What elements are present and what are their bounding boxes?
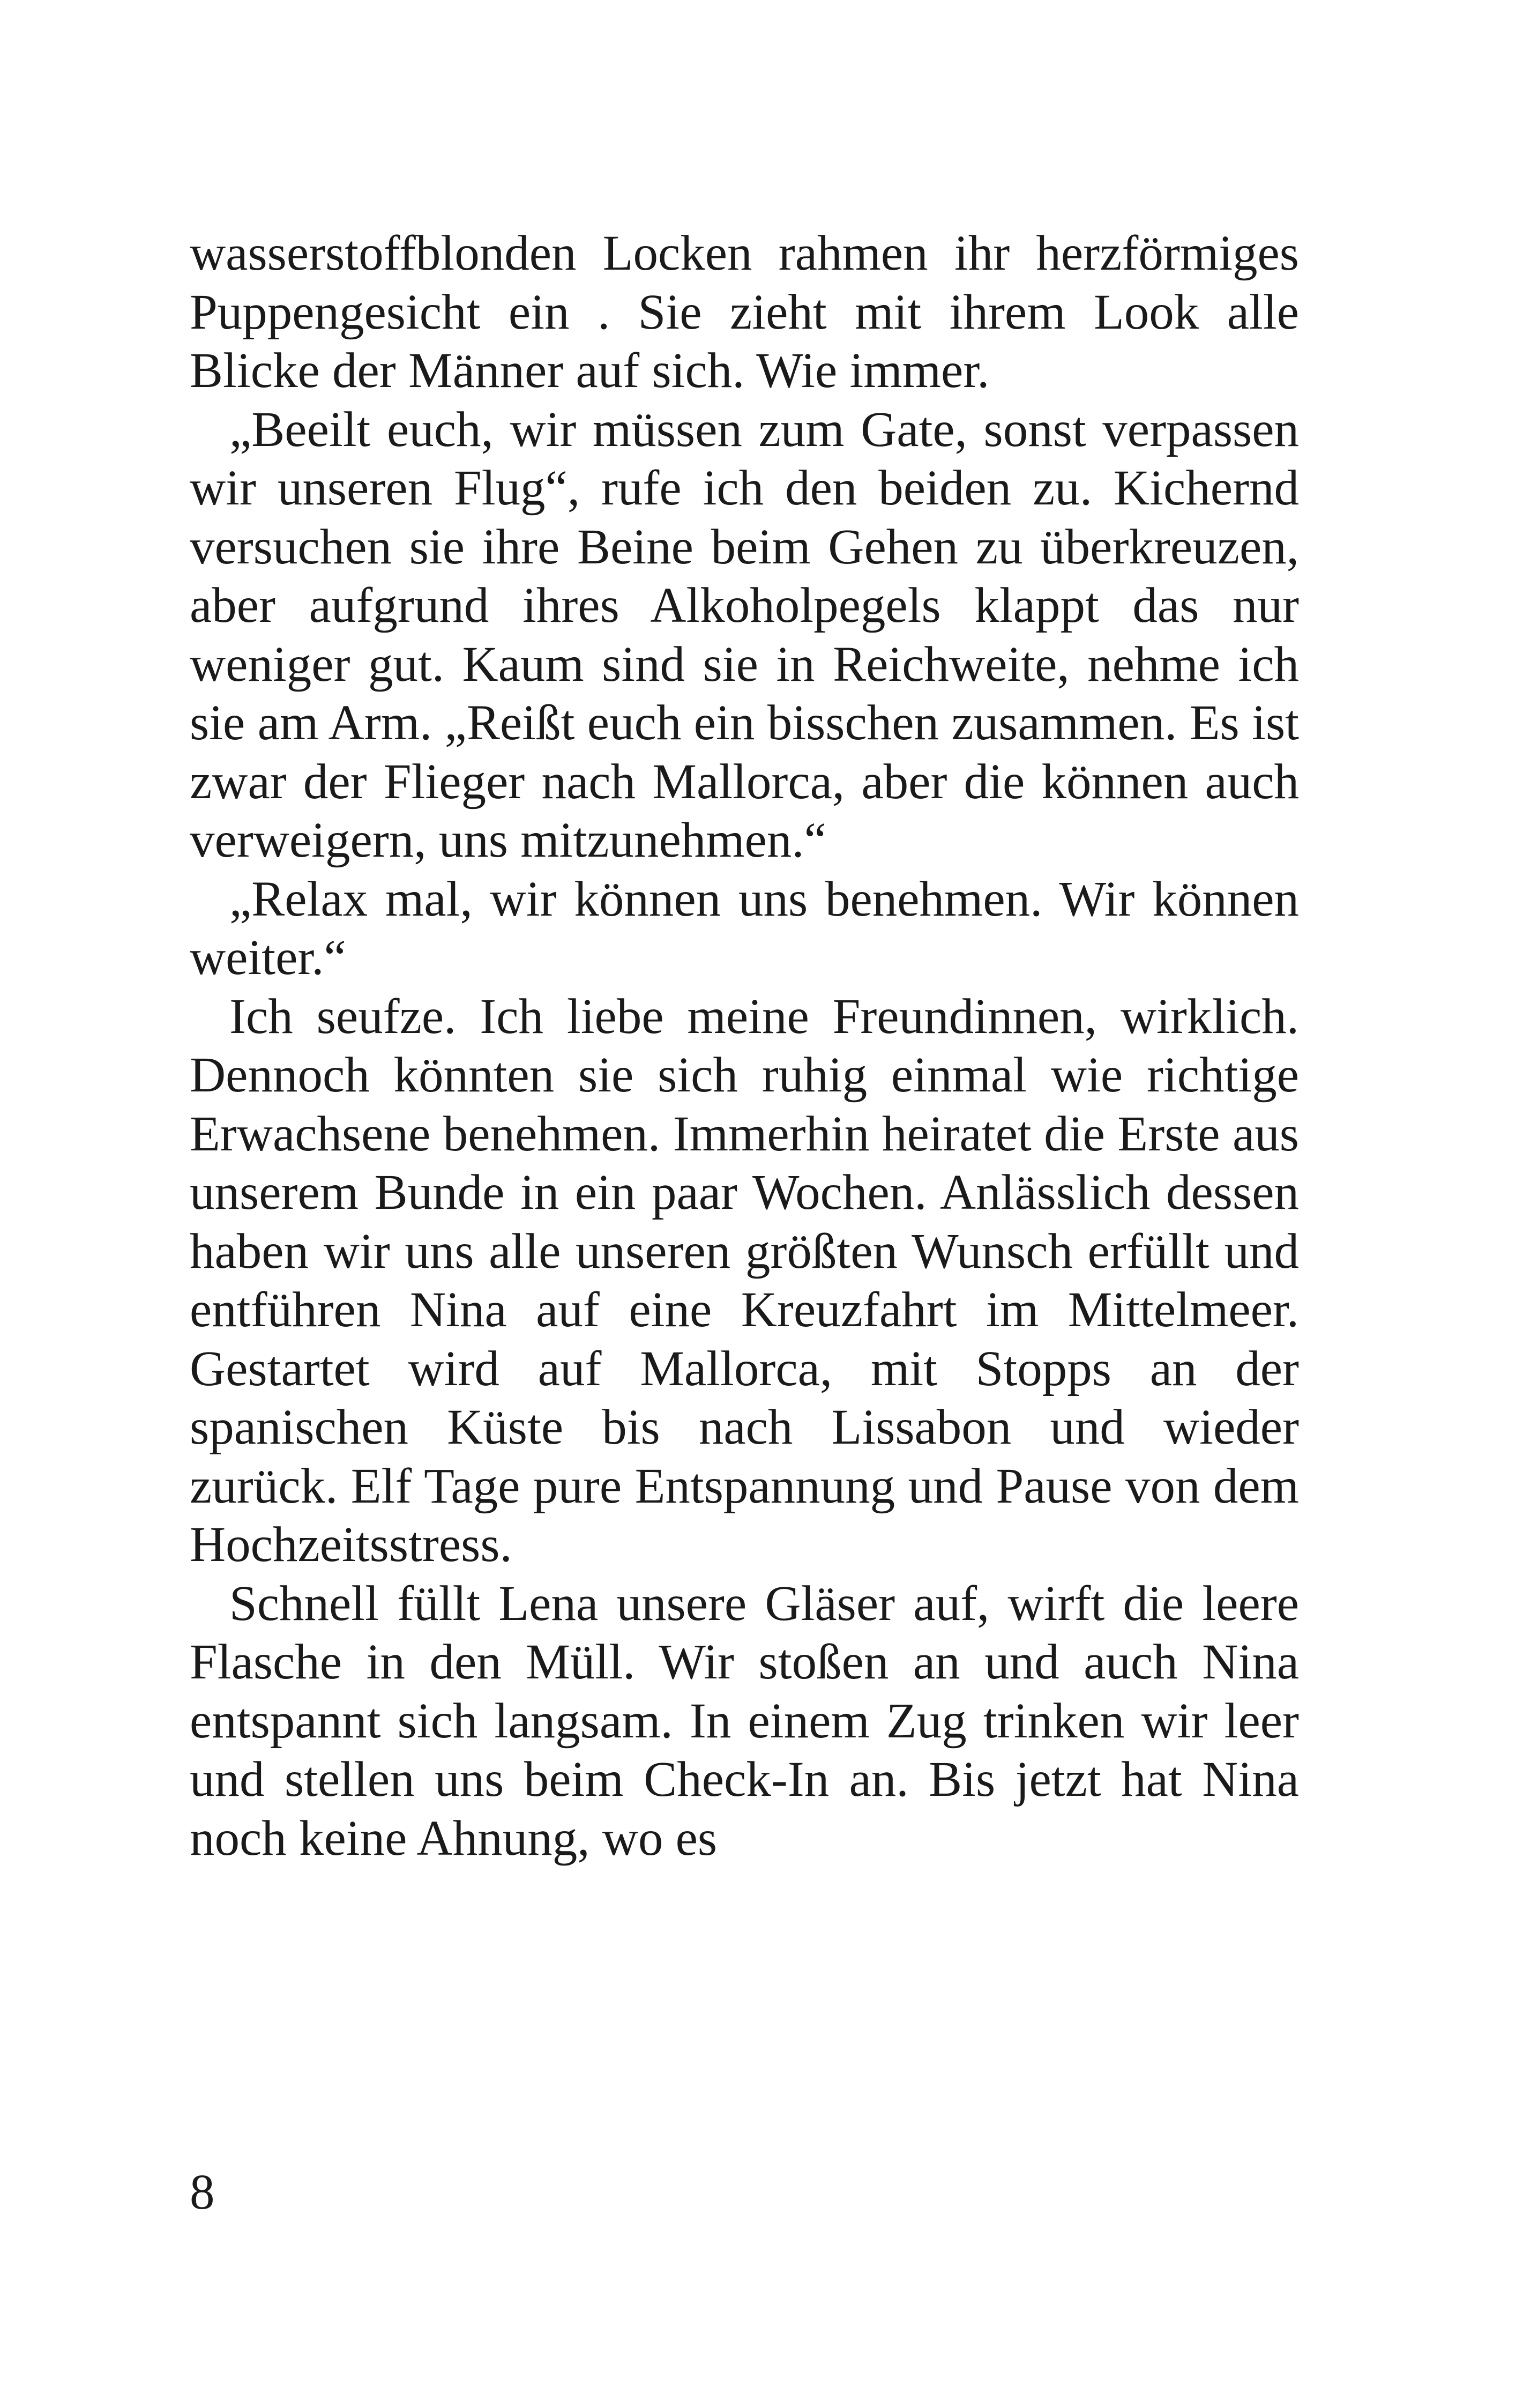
paragraph-4: Ich seufze. Ich liebe meine Freundinnen, wirklich. Dennoch könnten sie sich ruhig einmal wie richtige Erwachsene benehmen. Immerhin heiratet die Erste aus unserem Bunde in ein paar Wochen. Anlässlich dessen haben wir uns alle unseren größten Wunsch erfüllt und entführen Nina auf eine Kreuzfahrt im Mittelmeer. Gestartet wird auf Mallorca, mit Stopps an der spanischen Küste bis nach Lissabon und wieder zurück. Elf Tage pure Entspannung und Pause von dem Hochzeitsstress. bbox=[190, 989, 1299, 1572]
paragraph-2: „Beeilt euch, wir müssen zum Gate, sonst verpassen wir unseren Flug“, rufe ich den beiden zu. Kichernd versuchen sie ihre Beine beim Gehen zu überkreuzen, aber aufgrund ihres Alkoholpegels klappt das nur weniger gut. Kaum sind sie in Reichweite, nehme ich sie am Arm. „Reißt euch ein bisschen zusammen. Es ist zwar der Flieger nach Mallorca, aber die können auch verweigern, uns mitzunehmen.“ bbox=[190, 402, 1299, 868]
body-text bbox=[190, 224, 1299, 1868]
page-number: 8 bbox=[190, 2165, 215, 2220]
paragraph-3: „Relax mal, wir können uns benehmen. Wir können weiter.“ bbox=[190, 871, 1299, 985]
paragraph-1: wasserstoffblonden Locken rahmen ihr herzförmiges Puppengesicht ein . Sie zieht mit ihrem Look alle Blicke der Männer auf sich. Wie immer. bbox=[190, 226, 1299, 398]
paragraph-5: Schnell füllt Lena unsere Gläser auf, wirft die leere Flasche in den Müll. Wir stoßen an und auch Nina entspannt sich langsam. In einem Zug trinken wir leer und stellen uns beim Check-In an. Bis jetzt hat Nina noch keine Ahnung, wo es bbox=[190, 1575, 1299, 1866]
